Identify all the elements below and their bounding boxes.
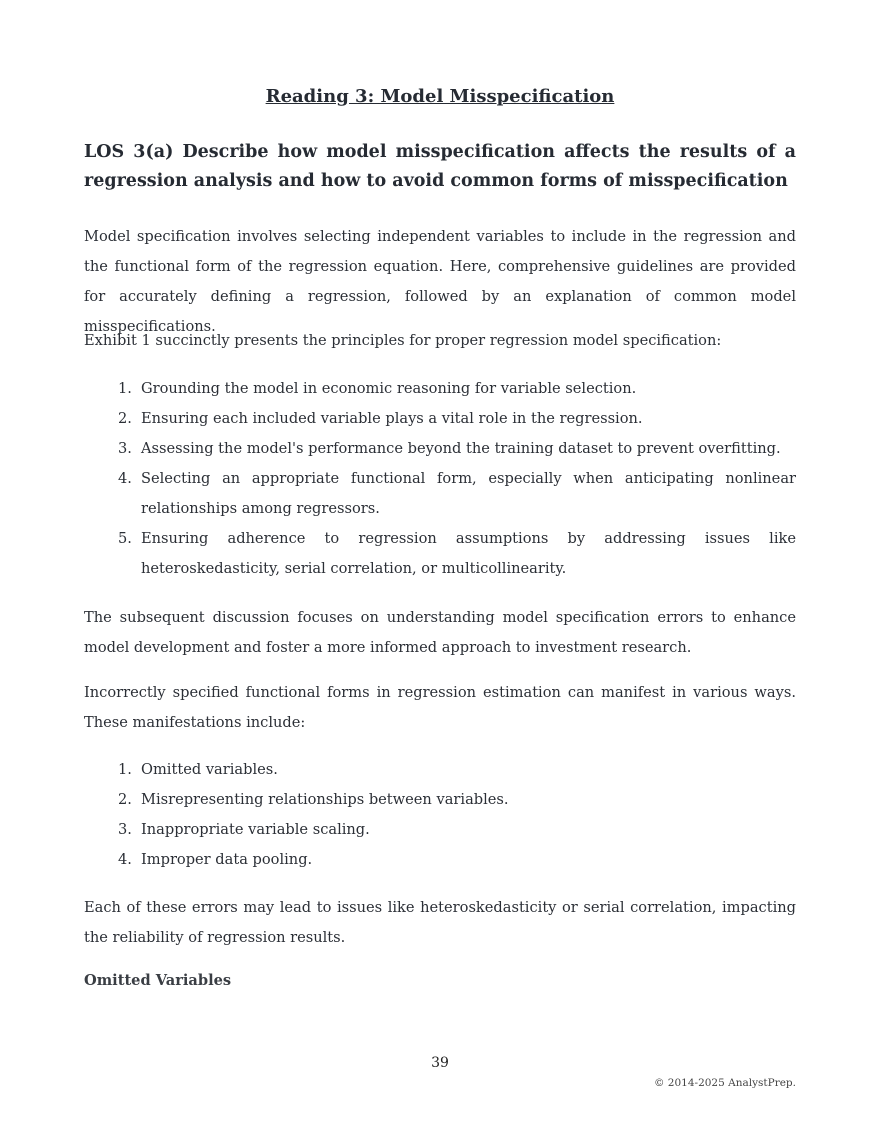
list-item: 2. Misrepresenting relationships between variables.: [118, 791, 509, 808]
discussion-paragraph: The subsequent discussion focuses on understanding model specification errors to enhance model development and foster a more informed approach to investment research.: [84, 609, 796, 656]
copyright-footer: © 2014-2025 AnalystPrep.: [653, 1077, 796, 1089]
principles-list: [84, 374, 796, 584]
list-item: 1. Omitted variables.: [118, 761, 278, 778]
section-subheading: Omitted Variables: [84, 972, 232, 989]
list-item: 2. Ensuring each included variable plays a vital role in the regression.: [118, 410, 643, 427]
list-item: 4. Improper data pooling.: [118, 851, 313, 868]
exhibit-intro-paragraph: Exhibit 1 succinctly presents the principles for proper regression model specification:: [84, 332, 722, 349]
intro-paragraph: Model specification involves selecting independent variables to include in the regression and the functional form of the regression equation. Here, comprehensive guidelines are provided for accurately defining a regression, followed by an explanation of common model misspecifications.: [84, 228, 796, 335]
list-item: 3. Assessing the model's performance beyond the training dataset to prevent overfitting.: [118, 440, 781, 457]
page-title: Reading 3: Model Misspecification: [265, 86, 615, 107]
manifestations-paragraph: Incorrectly specified functional forms in regression estimation can manifest in various ways. These manifestations include:: [84, 684, 796, 731]
page-number: 39: [431, 1055, 449, 1071]
list-item: 5. Ensuring adherence to regression assumptions by addressing issues like heteroskedasticity, serial correlation, or multicollinearity.: [118, 530, 796, 577]
los-heading: LOS 3(a) Describe how model misspecification affects the results of a regression analysis and how to avoid common forms of misspecification: [84, 142, 796, 191]
manifestations-list: [84, 755, 796, 875]
list-item: 3. Inappropriate variable scaling.: [118, 821, 370, 838]
list-item: 1. Grounding the model in economic reasoning for variable selection.: [118, 380, 637, 397]
errors-paragraph: Each of these errors may lead to issues like heteroskedasticity or serial correlation, impacting the reliability of regression results.: [84, 899, 796, 946]
list-item: 4. Selecting an appropriate functional form, especially when anticipating nonlinear relationships among regressors.: [118, 470, 796, 517]
